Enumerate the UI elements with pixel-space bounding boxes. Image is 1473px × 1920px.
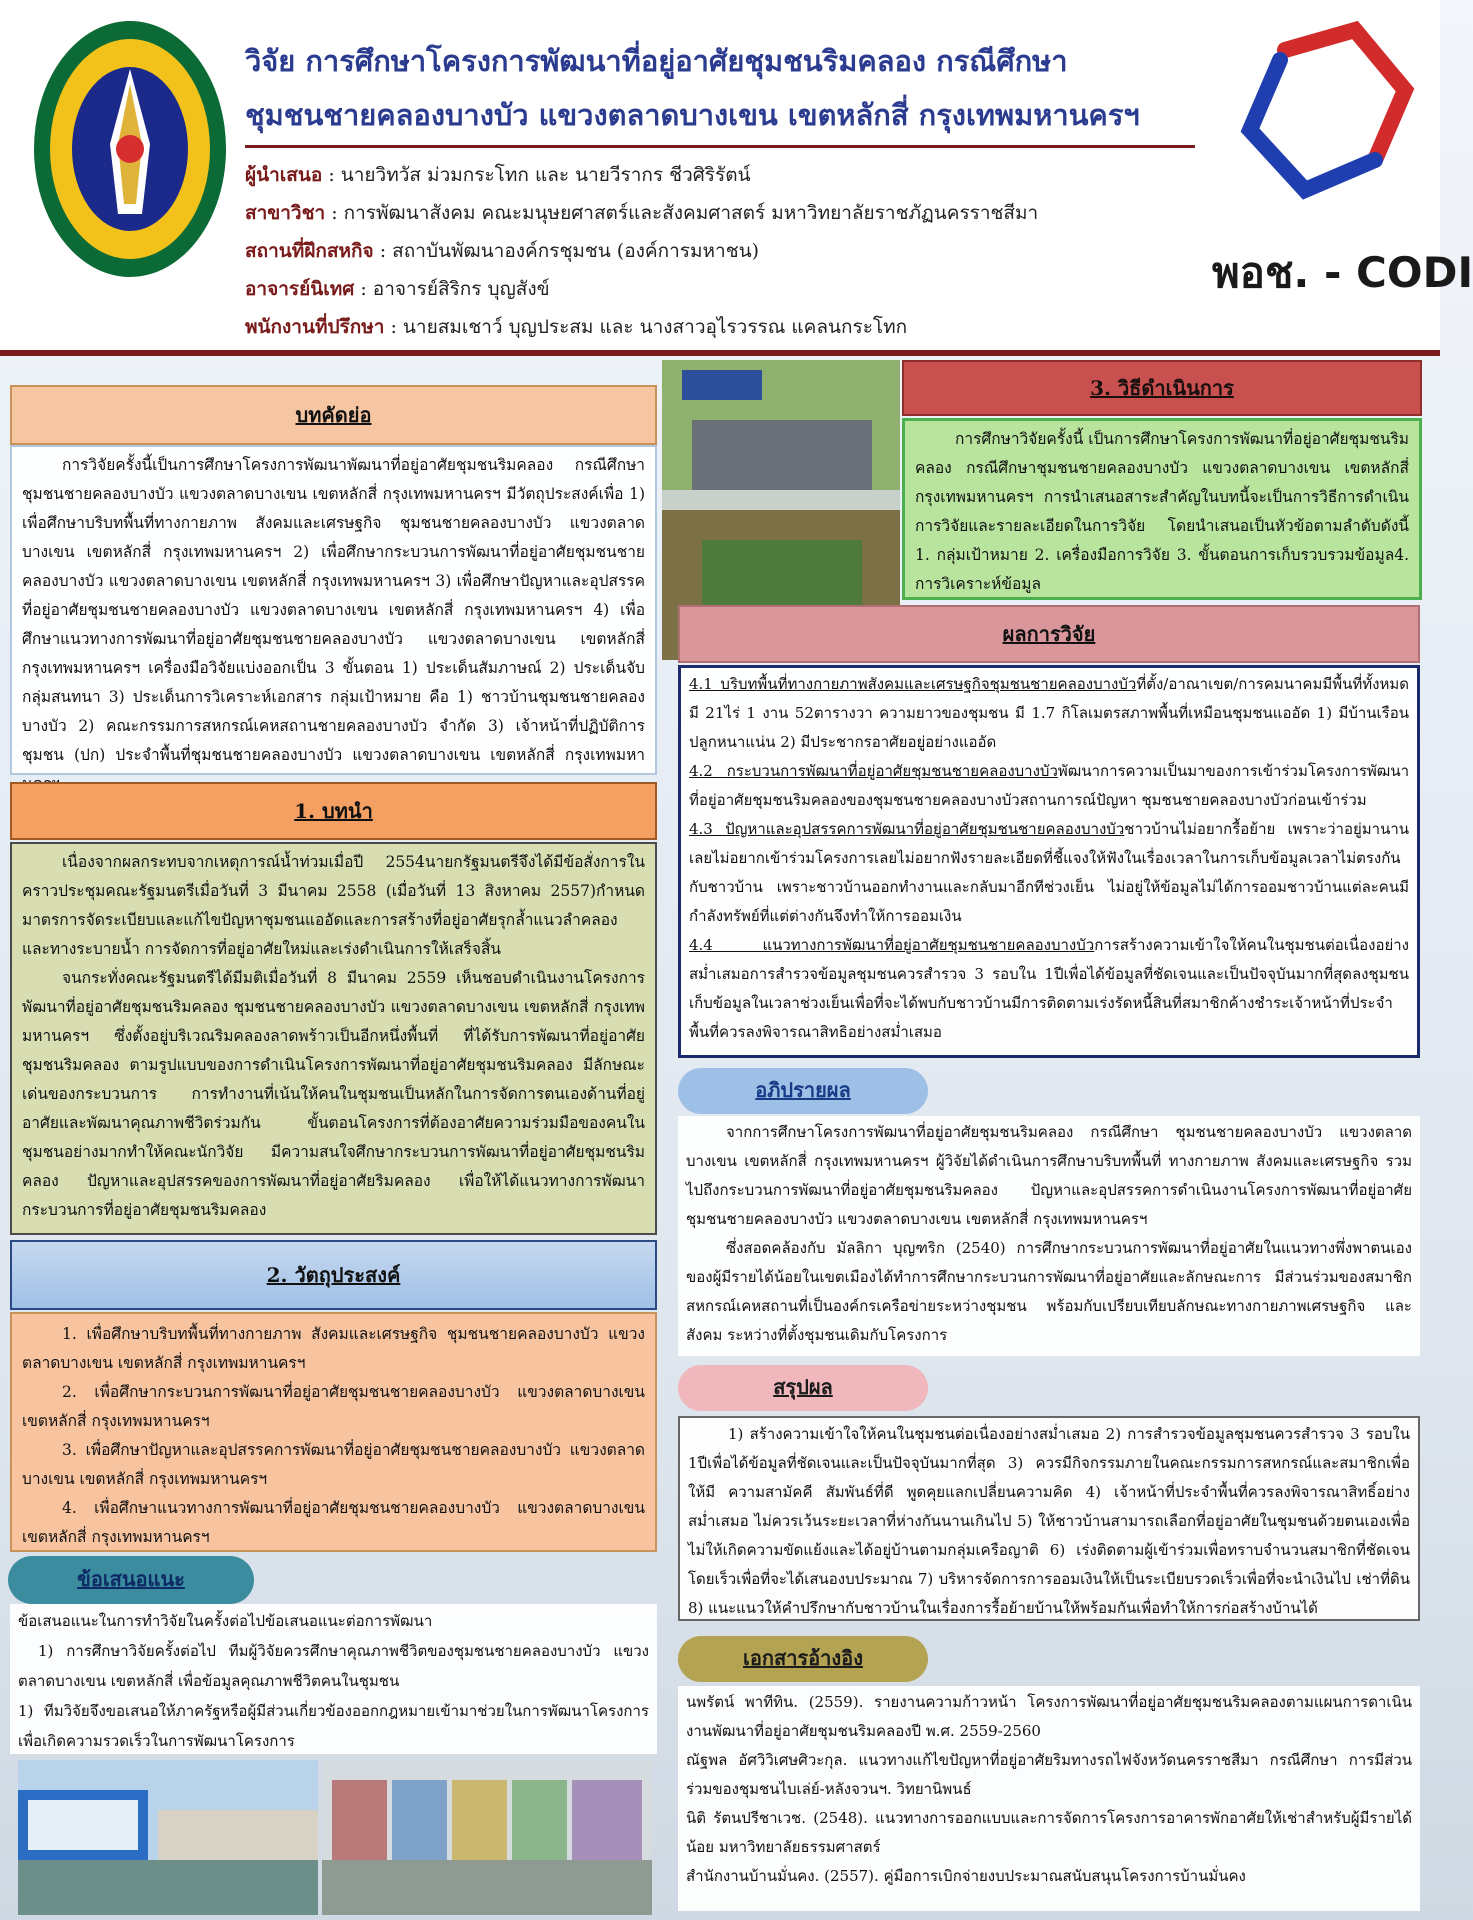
discussion-paragraph-2: ซึ่งสอดคล้องกับ มัลลิกา บุญฑริก (2540) การศึกษากระบวนการพัฒนาที่อยู่อาศัยในแนวทางพึ่งพาตนเองของผู้มีรายได้น้อยในเขตเมืองได้ทำการศึกษากระบวนการพัฒนาที่อยู่อาศัยและลักษณะการ มีส่วนร่วมของสมาชิกสหกรณ์เคหสถานที่เป็นองค์กรเครือข่ายระหว่างชุมชน พร้อมกับเปรียบเทียบลักษณะทางกายภาพเศรษฐกิจ และสังคม ระหว่างที่ตั้งชุมชนเดิมกับโครงการ bbox=[686, 1239, 1412, 1344]
presenter-value: : นายวิทวัส ม่วมกระโทก และ นายวีรากร ชีวศิริรัตน์ bbox=[322, 164, 751, 186]
mentor-line bbox=[245, 312, 907, 342]
discussion-body bbox=[678, 1116, 1420, 1356]
objectives-heading: 2. วัตถุประสงค์ bbox=[10, 1240, 657, 1310]
presenter-line bbox=[245, 160, 751, 190]
reference-item: นพรัตน์ พาทีทิน. (2559). รายงานความก้าวหน้า โครงการพัฒนาที่อยู่อาศัยชุมชนริมคลองตามแผนการดาเนินงานพัฒนาที่อยู่อาศัยชุมชนริมคลองปี พ.ศ. 2559-2560 bbox=[686, 1693, 1412, 1740]
suggestions-intro: ข้อเสนอแนะในการทำวิจัยในครั้งต่อไปข้อเสนอแนะต่อการพัฒนา bbox=[18, 1612, 433, 1630]
abstract-body bbox=[10, 445, 657, 775]
major-value: : การพัฒนาสังคม คณะมนุษยศาสตร์และสังคมศาสตร์ มหาวิทยาลัยราชภัฏนครราชสีมา bbox=[325, 202, 1039, 224]
reference-item: ณัฐพล อัศวิวิเศษศิวะกุล. แนวทางแก้ไขปัญหาที่อยู่อาศัยริมทางรถไฟจังหวัดนครราชสีมา กรณีศึกษา การมีส่วนร่วมของชุมชนไบเล่ย์-หลังจวนฯ. วิทยานิพนธ์ bbox=[686, 1751, 1412, 1798]
abstract-text: การวิจัยครั้งนี้เป็นการศึกษาโครงการพัฒนาพัฒนาที่อยู่อาศัยชุมชนริมคลอง กรณีศึกษา ชุมชนชายคลองบางบัว แขวงตลาดบางเขน เขตหลักสี่ กรุงเทพมหานครฯ มีวัตถุประสงค์เพื่อ 1) เพื่อศึกษาบริบทพื้นที่ทางกายภาพ สังคมและเศรษฐกิจ ชุมชนชายคลองบางบัว แขวงตลาดบางเขน เขตหลักสี่ กรุงเทพมหานครฯ 2) เพื่อศึกษากระบวนการพัฒนาที่อยู่อาศัยชุมชนชายคลองบางบัว แขวงตลาดบางเขน เขตหลักสี่ กรุงเทพมหานครฯ 3) เพื่อศึกษาปัญหาและอุปสรรคที่อยู่อาศัยชุมชนชายคลองบางบัว แขวงตลาดบางเขน เขตหลักสี่ กรุงเทพมหานครฯ 4) เพื่อศึกษาแนวทางการพัฒนาที่อยู่อาศัยชุมชนชายคลองบางบัว แขวงตลาดบางเขน เขตหลักสี่ กรุงเทพมหานครฯ เครื่องมือวิจัยแบ่งออกเป็น 3 ขั้นตอน 1) ประเด็นสัมภาษณ์ 2) ประเด็นจับกลุ่มสนทนา 3) ประเด็นการวิเคราะห์เอกสาร กลุ่มเป้าหมาย คือ 1) ชาวบ้านชุมชนชายคลองบางบัว 2) คณะกรรมการสหกรณ์เคหสถานชายคลองบางบัว จำกัด 3) เจ้าหน้าที่ปฏิบัติการชุมชน (ปก) ประจำพื้นที่ชุมชนชายคลองบางบัว แขวงตลาดบางเขน เขตหลักสี่ กรุงเทพมหา bbox=[22, 456, 645, 764]
workplace-value: : สถาบันพัฒนาองค์กรชุมชน (องค์การมหาชน) bbox=[373, 240, 759, 262]
result-title: 4.4 แนวทางการพัฒนาที่อยู่อาศัยชุมชนชายคลองบางบัว bbox=[689, 936, 1095, 954]
result-item-3 bbox=[689, 815, 1409, 931]
result-item-4 bbox=[689, 931, 1409, 1047]
presenter-label: ผู้นำเสนอ bbox=[245, 164, 323, 186]
major-label: สาขาวิชา bbox=[245, 202, 326, 224]
results-heading: ผลการวิจัย bbox=[678, 605, 1420, 663]
conclusion-text: 1) สร้างความเข้าใจให้คนในชุมชนต่อเนื่องอย่างสม่ำเสมอ 2) การสำรวจข้อมูลชุมชนควรสำรวจ 3 รอบใน 1ปีเพื่อได้ข้อมูลที่ชัดเจนและเป็นปัจจุบันมากที่สุด 3) ควรมีกิจกรรมภายในคณะกรรมการสหกรณ์และสมาชิกเพื่อให้มี ความสามัคคี สัมพันธ์ที่ดี พูดคุยแลกเปลี่ยนความคิด 4) เจ้าหน้าที่ประจำพื้นที่ควรลงพิจารณาสิทธิ์อย่างสม่ำเสมอ ไม่ควรเว้นระยะเวลาที่ห่างกันนานเกินไป 5) ให้ชาวบ้านสามารถเลือกที่อยู่อาศัยในชุมชนด้วยตนเองเพื่อไม่ให้เกิดความขัดแย้งและได้อยู่บ้านตามกลุ่มเครือญาติ 6) เร่งติดตามผู้เข้าร่วมเพื่อทราบจำนวนสมาชิกที่ชัดเจนโดยเร็วเพื่อที่จะได้เสนองบประมาณ 7) บริหารจัดการการออมเงินให้เป็นระเบียบรวดเร็วเพื่อที่จะนำเงินไป เช่าที่ดิน 8) แนะแนวให้คำปรึกษากับชาวบ้านในเรื่องการรื้อย้ายบ้านให้พร้อมกันเพื่อทำให้การก่อสร้างบ้านได้ bbox=[688, 1425, 1410, 1617]
result-title: 4.1 บริบทพื้นที่ทางกายภาพสังคมและเศรษฐกิจชุมชนชายคลองบางบัว bbox=[689, 675, 1137, 693]
codi-logo-text: พอช. - CODI bbox=[1212, 248, 1473, 297]
housing-photo-left bbox=[18, 1760, 318, 1915]
objectives-body bbox=[10, 1312, 657, 1552]
intro-heading: 1. บทนำ bbox=[10, 782, 657, 840]
result-item-2 bbox=[689, 757, 1409, 815]
poster-title-line1: วิจัย การศึกษาโครงการพัฒนาที่อยู่อาศัยชุมชนริมคลอง กรณีศึกษา bbox=[245, 44, 1068, 78]
mentor-value: : นายสมเชาว์ บุญประสม และ นางสาวอุไรวรรณ แคลนกระโทก bbox=[384, 316, 908, 338]
reference-item: นิติ รัตนปรีชาเวช. (2548). แนวทางการออกแบบและการจัดการโครงการอาคารพักอาศัยให้เช่าสำหรับผู้มีรายได้น้อย มหาวิทยาลัยธรรมศาสตร์ bbox=[686, 1809, 1412, 1856]
discussion-paragraph-1: จากการศึกษาโครงการพัฒนาที่อยู่อาศัยชุมชนริมคลอง กรณีศึกษา ชุมชนชายคลองบางบัว แขวงตลาดบางเขน เขตหลักสี่ กรุงเทพมหานครฯ ผู้วิจัยได้ดำเนินการศึกษาบริบทพื้นที่ ทางกายภาพ สังคมและเศรษฐกิจ รวมไปถึงกระบวนการพัฒนาที่อยู่อาศัยชุมชนริมคลอง ปัญหาและอุปสรรคการดำเนินงานโครงการพัฒนาที่อยู่อาศัยชุมชนชายคลองบางบัว แขวงตลาดบางเขน เขตหลักสี่ กรุงเทพมหานครฯ bbox=[686, 1123, 1412, 1228]
university-seal-icon bbox=[30, 14, 230, 284]
suggestions-body bbox=[10, 1604, 657, 1754]
major-line bbox=[245, 198, 1038, 228]
abstract-heading: บทคัดย่อ bbox=[10, 385, 657, 445]
results-body bbox=[678, 665, 1420, 1058]
objective-item: 3. เพื่อศึกษาปัญหาและอุปสรรคการพัฒนาที่อยู่อาศัยชุมชนชายคลองบางบัว แขวงตลาดบางเขน เขตหลักสี่ กรุงเทพมหานครฯ bbox=[22, 1441, 645, 1488]
objective-item: 2. เพื่อศึกษากระบวนการพัฒนาที่อยู่อาศัยชุมชนชายคลองบางบัว แขวงตลาดบางเขน เขตหลักสี่ กรุงเทพมหานครฯ bbox=[22, 1383, 645, 1430]
codi-logo-icon bbox=[1225, 10, 1425, 210]
discussion-heading: อภิปรายผล bbox=[678, 1068, 928, 1114]
housing-photo-right bbox=[322, 1760, 652, 1915]
result-title: 4.2 กระบวนการพัฒนาที่อยู่อาศัยชุมชนชายคลองบางบัว bbox=[689, 762, 1058, 780]
suggestion-item: 1) ทีมวิจัยจึงขอเสนอให้ภาครัฐหรือผู้มีส่วนเกี่ยวข้องออกกฎหมายเข้ามาช่วยในการพัฒนาโครงการเพื่อเกิดความรวดเร็วในการพัฒนาโครงการ bbox=[18, 1702, 649, 1750]
workplace-line bbox=[245, 236, 759, 266]
suggestions-heading: ข้อเสนอแนะ bbox=[8, 1556, 254, 1604]
reference-item: สำนักงานบ้านมั่นคง. (2557). คู่มือการเบิกจ่ายงบประมาณสนับสนุนโครงการบ้านมั่นคง bbox=[686, 1867, 1246, 1885]
references-body bbox=[678, 1686, 1420, 1911]
suggestion-item: 1) การศึกษาวิจัยครั้งต่อไป ทีมผู้วิจัยควรศึกษาคุณภาพชีวิตของชุมชนชายคลองบางบัว แขวงตลาดบางเขน เขตหลักสี่ เพื่อข้อมูลคุณภาพชีวิตคนในชุมชน bbox=[18, 1642, 649, 1690]
intro-body bbox=[10, 842, 657, 1235]
objective-item: 1. เพื่อศึกษาบริบทพื้นที่ทางกายภาพ สังคมและเศรษฐกิจ ชุมชนชายคลองบางบัว แขวงตลาดบางเขน เขตหลักสี่ กรุงเทพมหานครฯ bbox=[22, 1325, 645, 1372]
result-title: 4.3 ปัญหาและอุปสรรคการพัฒนาที่อยู่อาศัยชุมชนชายคลองบางบัว bbox=[689, 820, 1125, 838]
method-text: การศึกษาวิจัยครั้งนี้ เป็นการศึกษาโครงการพัฒนาที่อยู่อาศัยชุมชนริมคลอง กรณีศึกษาชุมชนชายคลองบางบัว แขวงตลาดบางเขน เขตหลักสี่ กรุงเทพมหานครฯ การนำเสนอสาระสำคัญในบทนี้จะเป็นการวิธีการดำเนินการวิจัยและรายละเอียดในการวิจัย โดยนำเสนอเป็นหัวข้อตามลำดับดังนี้ 1. กลุ่มเป้าหมาย 2. เครื่องมือการวิจัย 3. ขั้นตอนการเก็บรวบรวมข้อมูล4. การวิเคราะห์ข้อมูล bbox=[915, 430, 1409, 593]
advisor-value: : อาจารย์สิริกร บุญสังข์ bbox=[354, 278, 550, 300]
conclusion-body bbox=[678, 1416, 1420, 1621]
result-text: ชาวบ้านไม่อยากรื้อย้าย เพราะว่าอยู่มานานเลยไม่อยากเข้าร่วมโครงการเลยไม่อยากฟังรายละเอียดที่ชี้แจงให้ฟังในเรื่องเวลาในการเก็บข้อมูลเวลาไม่ตรงกันกับชาวบ้าน เพราะชาวบ้านออกทำงานและกลับมาอีกทีช่วงเย็น ไม่อยู่ให้ข้อมูลไม่ได้การออมชาวบ้านแต่ละคนมีกำลังทรัพย์ที่แต่ต่างกันจึงทำให้การออมเงิน bbox=[689, 820, 1409, 925]
references-heading: เอกสารอ้างอิง bbox=[678, 1636, 928, 1682]
title-divider bbox=[245, 145, 1195, 148]
workplace-label: สถานที่ฝึกสหกิจ bbox=[245, 240, 374, 262]
method-body bbox=[902, 418, 1422, 600]
result-text: การสร้างความเข้าใจให้คนในชุมชนต่อเนื่องอย่างสม่ำเสมอการสำรวจข้อมูลชุมชนควรสำรวจ 3 รอบใน 1ปีเพื่อได้ข้อมูลที่ชัดเจนและเป็นปัจจุบันมากที่สุดลงชุมชนเก็บข้อมูลในเวลาช่วงเย็นเพื่อที่จะได้พบกับชาวบ้านมีการติดตามเร่งรัดหนี้สินที่สมาชิกค้างชำระเจ้าหน้าที่ประจำพื้นที่ควรลงพิจารณาสิทธิอย่างสม่ำเสมอ bbox=[689, 936, 1409, 1041]
poster-title-line2: ชุมชนชายคลองบางบัว แขวงตลาดบางเขน เขตหลักสี่ กรุงเทพมหานครฯ bbox=[245, 98, 1140, 132]
poster-header bbox=[0, 0, 1473, 356]
advisor-label: อาจารย์นิเทศ bbox=[245, 278, 355, 300]
advisor-line bbox=[245, 274, 550, 304]
method-heading: 3. วิธีดำเนินการ bbox=[902, 360, 1422, 416]
intro-paragraph-1: เนื่องจากผลกระทบจากเหตุการณ์น้ำท่วมเมื่อปี 2554นายกรัฐมนตรีจึงได้มีข้อสั่งการในคราวประชุมคณะรัฐมนตรีเมื่อวันที่ 3 มีนาคม 2558 (เมื่อวันที่ 13 สิงหาคม 2557)กำหนดมาตรการจัดระเบียบและแก้ไขปัญหาชุมชนแออัดและการสร้างที่อยู่อาศัยรุกล้ำแนวลำคลองและทางระบายน้ำ การจัดการที่อยู่อาศัยใหม่และเร่งดำเนินการให้เสร็จสิ้น bbox=[22, 853, 645, 958]
intro-paragraph-2: จนกระทั่งคณะรัฐมนตรีได้มีมติเมื่อวันที่ 8 มีนาคม 2559 เห็นชอบดำเนินงานโครงการพัฒนาที่อยู่อาศัยชุมชนริมคลอง ชุมชนชายคลองบางบัว แขวงตลาดบางเขน เขตหลักสี่ กรุงเทพมหานครฯ ซึ่งตั้งอยู่บริเวณริมคลองลาดพร้าวเป็นอีกหนึ่งพื้นที่ ที่ได้รับการพัฒนาที่อยู่อาศัยชุมชนริมคลอง ตามรูปแบบของการดำเนินโครงการพัฒนาที่อยู่อาศัยชุมชนริมคลอง มีลักษณะเด่นของกระบวนการ การทำงานที่เน้นให้คนในชุมชนเป็นหลักในการจัดการตนเองด้านที่อยู่อาศัยและพัฒนาคุณภาพชีวิตร่วมกัน ขั้นตอนโครงการที่ต้องอาศัยความร่วมมือของคนในชุมชนอย่างมากทำให้คณะนักวิจัย มีความสนใจศึกษากระบวนการพัฒนาที่อยู่อาศัยชุมชนริมคลอง ปัญหาและอุปสรรคของการพัฒนาที่อยู่อาศัยริมคลอง เพื่อให้ได้แนวทางการพัฒนากระบวนการที่อยู่อาศัยชุมชนริมคลอง bbox=[22, 969, 645, 1219]
conclusion-heading: สรุปผล bbox=[678, 1365, 928, 1411]
result-item-1 bbox=[689, 670, 1409, 757]
result-text: พัฒนาการความเป็นมาของการเข้าร่วมโครงการพัฒนาที่อยู่อาศัยชุมชนริมคลองของชุมชนชายคลองบางบัวสถานการณ์ปัญหา ชุมชนชายคลองบางบัวก่อนเข้าร่วม bbox=[689, 762, 1409, 809]
mentor-label: พนักงานที่ปรึกษา bbox=[245, 316, 385, 338]
objective-item: 4. เพื่อศึกษาแนวทางการพัฒนาที่อยู่อาศัยชุมชนชายคลองบางบัว แขวงตลาดบางเขน เขตหลักสี่ กรุงเทพมหานครฯ bbox=[22, 1499, 645, 1546]
result-text: ที่ตั้ง/อาณาเขต/การคมนาคมมีพื้นที่ทั้งหมด มี 21ไร่ 1 งาน 52ตารางวา ความยาวของชุมชน มี 1.7 กิโลเมตรสภาพพื้นที่เหมือนชุมชนแออัด 1) มีบ้านเรือนปลูกหนาแน่น 2) มีประชากรอาศัยอยู่อย่างแออัด bbox=[689, 675, 1409, 751]
